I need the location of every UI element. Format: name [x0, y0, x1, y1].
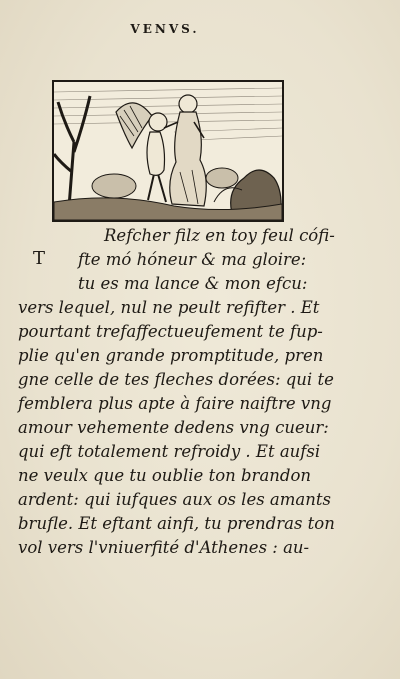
running-head: VENVS. — [130, 22, 200, 36]
venus-cupid-woodcut — [54, 82, 282, 220]
text-line: ne veulx que tu oublie ton brandon — [18, 466, 312, 485]
text-line: ardent: qui iufques aux os les amants — [18, 490, 331, 509]
drop-capital: T — [33, 248, 46, 269]
text-line: amour vehemente dedens vng cueur: — [18, 418, 329, 437]
text-line: femblera plus apte à faire naiftre vng — [18, 394, 332, 413]
text-line: fte mó hóneur & ma gloire: — [78, 250, 307, 269]
text-line: Refcher filz en toy feul cófi- — [104, 226, 335, 245]
woodcut-illustration — [52, 80, 284, 222]
text-line: vers lequel, nul ne peult refifter . Et — [18, 298, 320, 317]
text-line: plie qu'en grande promptitude, pren — [18, 346, 324, 365]
text-line: pourtant trefaffectueufement te fup- — [18, 322, 323, 341]
text-line: gne celle de tes fleches dorées: qui te — [18, 370, 334, 389]
text-line: vol vers l'vniuerfité d'Athenes : au- — [18, 538, 310, 557]
text-line: tu es ma lance & mon efcu: — [78, 274, 308, 293]
text-line: qui eft totalement refroidy . Et aufsi — [18, 442, 321, 461]
text-line: brufle. Et eftant ainfi, tu prendras ton — [18, 514, 335, 533]
